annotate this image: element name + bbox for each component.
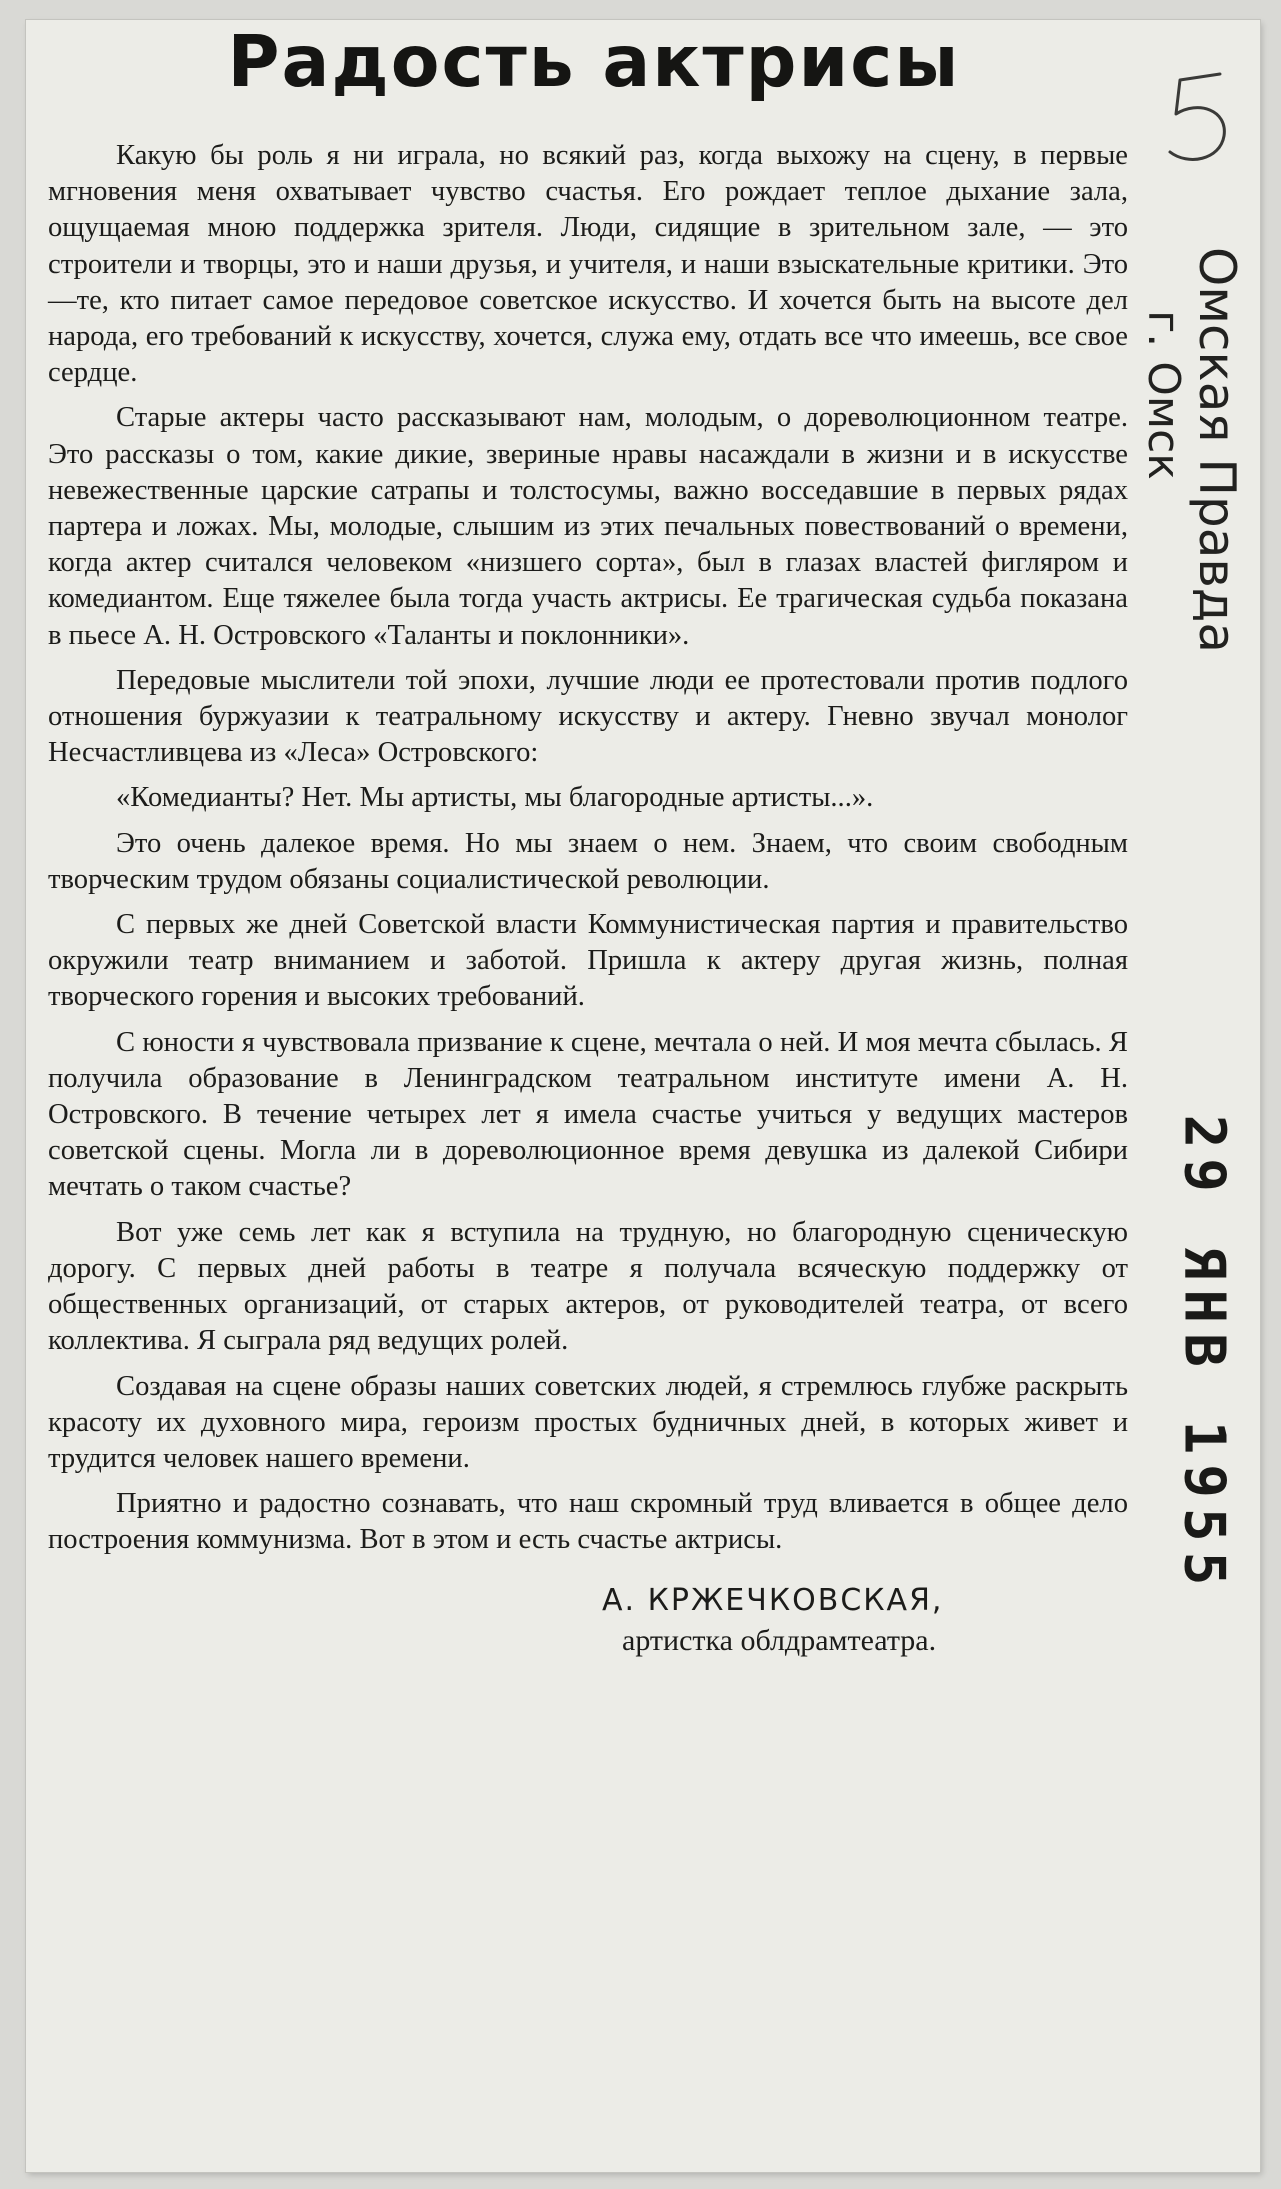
newspaper-name: Омская Правда: [1188, 246, 1246, 654]
quote-paragraph: «Комедианты? Нет. Мы артисты, мы благородные артисты...».: [116, 782, 874, 814]
author-title: артистка облдрамтеатра.: [622, 1623, 937, 1657]
article-signature: [602, 1581, 1128, 1661]
date-stamp: 29 ЯНВ 1955: [1171, 1114, 1237, 1596]
city-name: г. Омск: [1138, 310, 1189, 480]
paragraph: Какую бы роль я ни играла, но всякий раз, когда выхожу на сцену, в первые мгновения меня охватывает чувство счастья. Его рождает теплое дыхание зала, ощущаемая мною поддержка зрителя. Люди, сидящие в зрительном зале, — это строители и творцы, это и наши друзья, и учителя, и наши взыскательные критики. Это—те, кто питает самое передовое советское искусство. И хочется быть на высоте дел народа, его требований к искусству, хочется, служа ему, отдать все что имеешь, все свое сердце.: [48, 140, 1128, 389]
article-body: [48, 138, 1128, 1559]
paragraph: Создавая на сцене образы наших советских людей, я стремлюсь глубже раскрыть красоту их духовного мира, героизм простых будничных дней, в которых живет и трудится человек нашего времени.: [48, 1370, 1128, 1474]
newspaper-clipping: [48, 20, 1128, 1661]
paragraph: С юности я чувствовала призвание к сцене, мечтала о ней. И моя мечта сбылась. Я получила образование в Ленинградском театральном институте имени А. Н. Островского. В течение четырех лет я имела счастье учиться у ведущих мастеров советской сцены. Могла ли в дореволюционное время девушка из далекой Сибири мечтать о таком счастье?: [48, 1026, 1128, 1203]
article-headline: Радость актрисы: [227, 20, 961, 103]
paragraph: Приятно и радостно сознавать, что наш скромный труд вливается в общее дело построения коммунизма. Вот в этом и есть счастье актрисы.: [48, 1488, 1128, 1556]
paragraph: Передовые мыслители той эпохи, лучшие люди ее протестовали против подлого отношения буржуазии к театральному искусству и актеру. Гневно звучал монолог Несчастливцева из «Леса» Островского:: [48, 664, 1128, 769]
clipping-sheet: [26, 20, 1260, 2172]
paragraph: Вот уже семь лет как я вступила на трудную, но благородную сценическую дорогу. С первых дней работы в театре я получала всяческую поддержку от общественных организаций, от старых актеров, от руководителей театра, от всего коллектива. Я сыграла ряд ведущих ролей.: [48, 1216, 1128, 1357]
newspaper-source-label: [1136, 247, 1244, 653]
paragraph: Это очень далекое время. Но мы знаем о нем. Знаем, что своим свободным творческим трудом обязаны социалистической революции.: [48, 827, 1128, 895]
paragraph: С первых же дней Советской власти Коммунистическая партия и правительство окружили театр вниманием и заботой. Пришла к актеру другая жизнь, полная творческого горения и высоких требований.: [48, 909, 1128, 1013]
paragraph: Старые актеры часто рассказывают нам, молодым, о дореволюционном театре. Это рассказы о том, какие дикие, звериные нравы насаждали в жизни и в искусстве невежественные царские сатрапы и толстосумы, важно восседавшие в первых рядах партера и ложах. Мы, молодые, слышим из этих печальных повествований о времени, когда актер считался человеком «низшего сорта», был в глазах властей фигляром и комедиантом. Еще тяжелее была тогда участь актрисы. Ее трагическая судьба показана в пьесе А. Н. Островского «Таланты и поклонники».: [48, 402, 1128, 651]
author-name: А. КРЖЕЧКОВСКАЯ,: [602, 1582, 944, 1618]
